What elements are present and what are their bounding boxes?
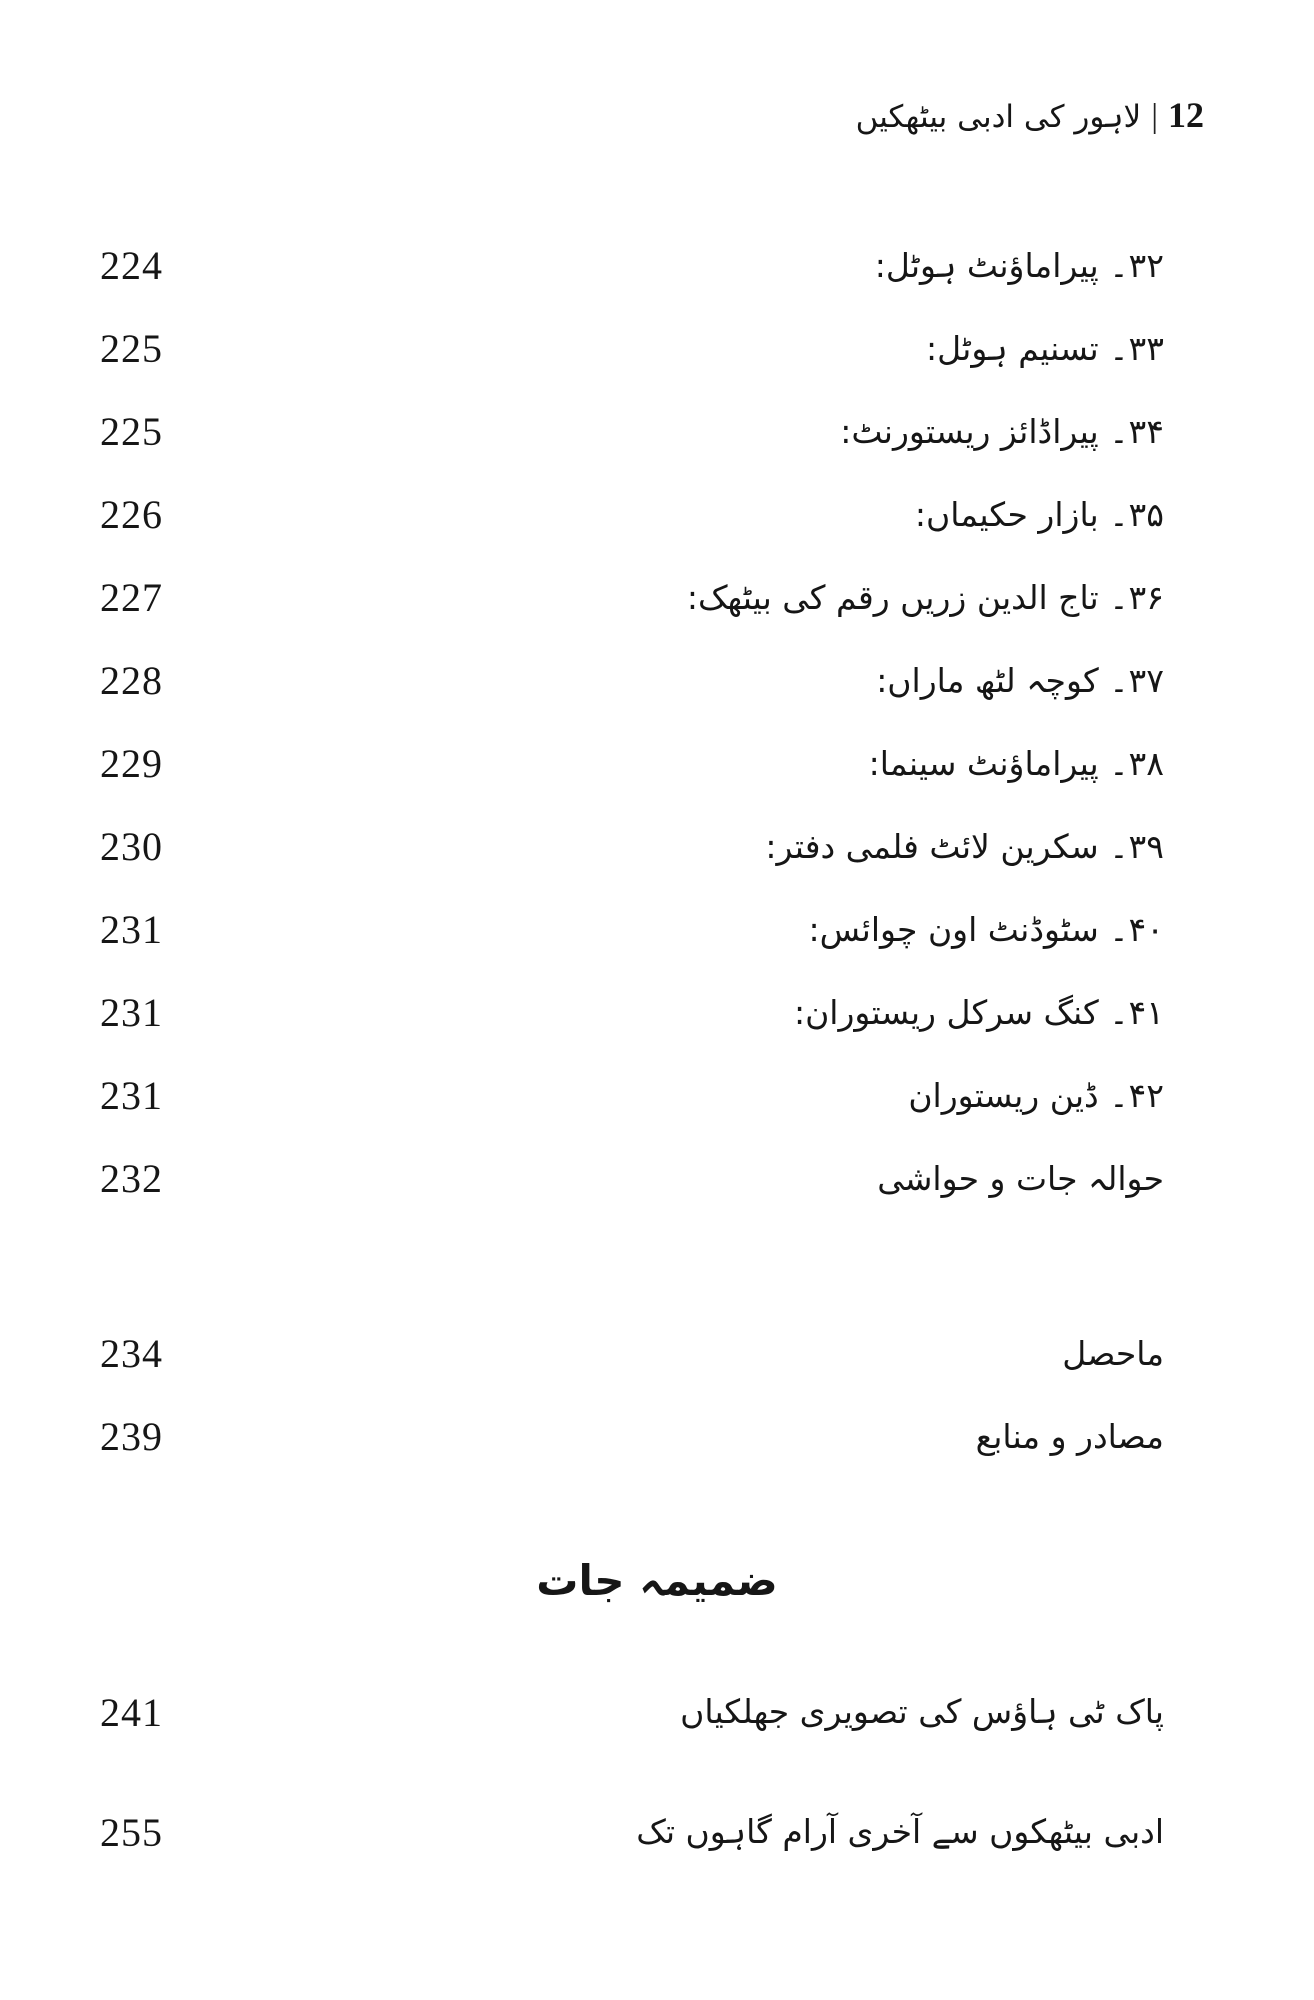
toc-row — [100, 1312, 1204, 1395]
toc-row — [100, 390, 1204, 473]
toc-entry-page-number: 227 — [100, 575, 163, 620]
toc-entry-page-number: 224 — [100, 243, 163, 288]
toc-row — [100, 307, 1204, 390]
toc-entry-title: ۳۴۔ پیراڈائز ریستورنٹ: — [840, 411, 1164, 451]
toc-row — [100, 1772, 1204, 1892]
toc-entry-page-number: 232 — [100, 1156, 163, 1201]
toc-entry-title: ماحصل — [1062, 1333, 1164, 1373]
toc-row — [100, 971, 1204, 1054]
toc-entry-page-number: 226 — [100, 492, 163, 537]
toc-entry-title: حوالہ جات و حواشی — [877, 1158, 1164, 1198]
toc-entry-title: ۳۶۔ تاج الدین زریں رقم کی بیٹھک: — [686, 577, 1164, 617]
toc-row — [100, 888, 1204, 971]
toc-entry-title: ۳۲۔ پیراماؤنٹ ہوٹل: — [874, 245, 1164, 285]
toc-entry-page-number: 241 — [100, 1689, 163, 1735]
appendix-heading: ضمیمہ جات — [536, 1556, 778, 1605]
toc-entry-title: مصادر و منابع — [975, 1416, 1164, 1456]
toc-appendix-list — [100, 1652, 1204, 1892]
header-page-number: 12 — [1168, 95, 1204, 135]
toc-row — [100, 1652, 1204, 1772]
header-separator: | — [1151, 98, 1158, 135]
toc-entry-page-number: 229 — [100, 741, 163, 786]
toc-entry-title: ۳۷۔ کوچہ لٹھ ماراں: — [876, 660, 1164, 700]
toc-row — [100, 1137, 1204, 1220]
toc-entry-title: ادبی بیٹھکوں سے آخری آرام گاہوں تک — [636, 1812, 1164, 1852]
toc-entry-page-number: 225 — [100, 326, 163, 371]
toc-entry-title: پاک ٹی ہاؤس کی تصویری جھلکیاں — [680, 1692, 1164, 1732]
toc-entry-title: ۴۱۔ کنگ سرکل ریستوران: — [793, 992, 1164, 1032]
toc-entry-page-number: 230 — [100, 824, 163, 869]
toc-entry-page-number: 234 — [100, 1331, 163, 1376]
header-book-title: لاہور کی ادبی بیٹھکیں — [855, 99, 1142, 135]
toc-row — [100, 1054, 1204, 1137]
toc-entry-page-number: 225 — [100, 409, 163, 454]
toc-row — [100, 224, 1204, 307]
toc-entry-page-number: 231 — [100, 907, 163, 952]
toc-entry-title: ۳۳۔ تسنیم ہوٹل: — [926, 328, 1164, 368]
toc-entry-page-number: 239 — [100, 1414, 163, 1459]
toc-entry-title: ۴۲۔ ڈین ریستوران — [908, 1075, 1164, 1115]
toc-row — [100, 805, 1204, 888]
toc-row — [100, 639, 1204, 722]
toc-entry-page-number: 231 — [100, 990, 163, 1035]
toc-entry-title: ۳۵۔ بازار حکیماں: — [914, 494, 1164, 534]
toc-entry-title: ۳۸۔ پیراماؤنٹ سینما: — [868, 743, 1164, 783]
toc-row — [100, 1395, 1204, 1478]
toc-row — [100, 556, 1204, 639]
toc-entry-page-number: 228 — [100, 658, 163, 703]
running-header — [856, 92, 1204, 139]
toc-entry-page-number: 231 — [100, 1073, 163, 1118]
toc-entry-page-number: 255 — [100, 1809, 163, 1855]
toc-row — [100, 722, 1204, 805]
toc-entry-title: ۴۰۔ سٹوڈنٹ اون چوائس: — [808, 909, 1164, 949]
toc-closing-list — [100, 1312, 1204, 1478]
toc-entry-title: ۳۹۔ سکرین لائٹ فلمی دفتر: — [765, 826, 1164, 866]
toc-row — [100, 473, 1204, 556]
toc-main-list — [100, 224, 1204, 1220]
